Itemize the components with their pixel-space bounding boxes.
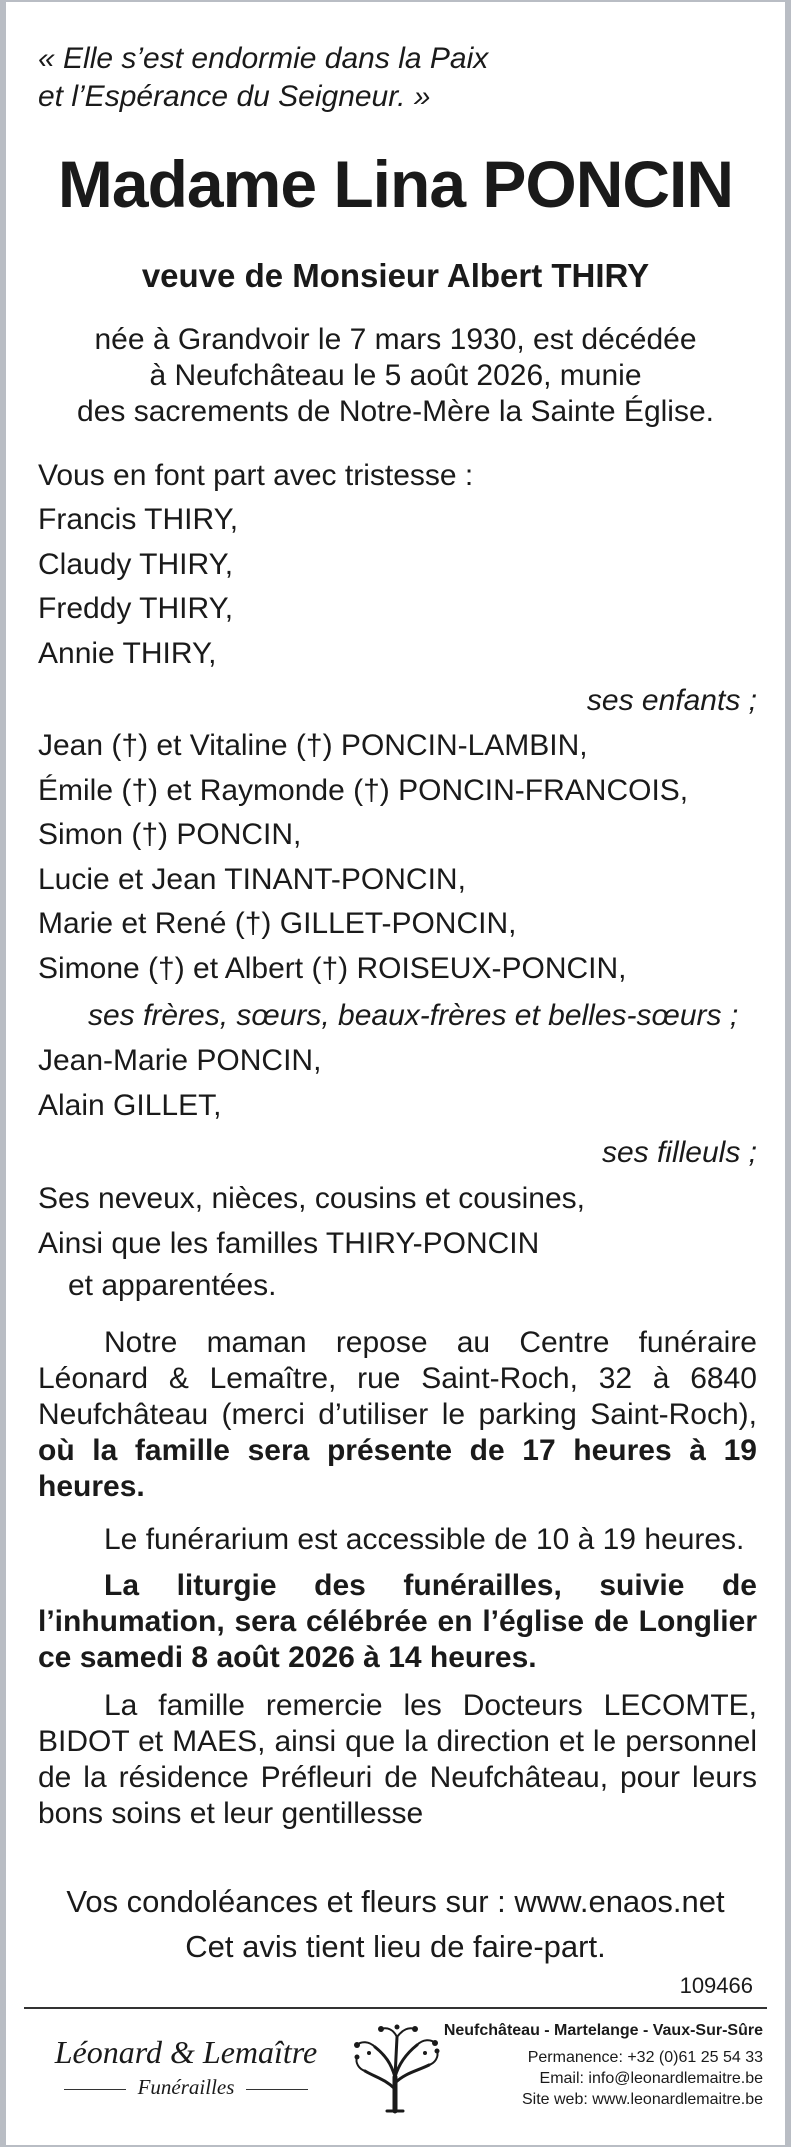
family-member: Annie THIRY, bbox=[38, 637, 217, 670]
divider bbox=[246, 2089, 308, 2090]
family-member: Émile (†) et Raymonde (†) PONCIN-FRANCOIS, bbox=[38, 774, 689, 807]
family-member: Jean-Marie PONCIN, bbox=[38, 1044, 322, 1077]
faire-part-line: Cet avis tient lieu de faire-part. bbox=[185, 1929, 606, 1964]
family-member: Claudy THIRY, bbox=[38, 548, 234, 581]
family-member: Simone (†) et Albert (†) ROISEUX-PONCIN, bbox=[38, 952, 627, 985]
relation-label: ses frères, sœurs, beaux-frères et belles-sœurs ; bbox=[88, 999, 739, 1032]
footer-divider bbox=[24, 2007, 767, 2009]
divider bbox=[64, 2089, 126, 2090]
family-member: Ainsi que les familles THIRY-PONCIN bbox=[38, 1227, 540, 1260]
deceased-name: Madame Lina PONCIN bbox=[57, 147, 734, 221]
towns-line: Neufchâteau - Martelange - Vaux-Sur-Sûre bbox=[443, 2022, 763, 2039]
family-member: Lucie et Jean TINANT-PONCIN, bbox=[38, 863, 466, 896]
rest-notice bbox=[38, 1325, 757, 1505]
family-member: Ses neveux, nièces, cousins et cousines, bbox=[38, 1182, 585, 1215]
brand-sub-label: Funérailles bbox=[137, 2075, 235, 2099]
birth-death-line: des sacrements de Notre-Mère la Sainte Église. bbox=[77, 395, 714, 428]
relation-label: ses filleuls ; bbox=[601, 1136, 757, 1169]
family-intro: Vous en font part avec tristesse : bbox=[38, 459, 474, 492]
birth-death-line: née à Grandvoir le 7 mars 1930, est décédée bbox=[94, 323, 697, 356]
family-member: Alain GILLET, bbox=[38, 1089, 222, 1122]
access-text: Le funérarium est accessible de 10 à 19 heures. bbox=[104, 1523, 745, 1556]
reference-number: 109466 bbox=[679, 1973, 753, 1998]
epigraph-line: et l’Espérance du Seigneur. » bbox=[38, 80, 431, 113]
condolences-line: Vos condoléances et fleurs sur : www.enaos.net bbox=[66, 1884, 725, 1919]
epigraph-line: « Elle s’est endormie dans la Paix bbox=[38, 42, 489, 75]
access-notice bbox=[38, 1522, 757, 1558]
spouse-line: veuve de Monsieur Albert THIRY bbox=[141, 257, 650, 294]
family-member: et apparentées. bbox=[68, 1269, 277, 1302]
liturgy-text: La liturgie des funérailles, suivie de l’inhumation, sera célébrée en l’église de Longlier ce samedi 8 août 2026 à 14 heures. bbox=[38, 1569, 757, 1674]
birth-death-line: à Neufchâteau le 5 août 2026, munie bbox=[149, 359, 642, 392]
thanks-text: La famille remercie les Docteurs LECOMTE, BIDOT et MAES, ainsi que la direction et le personnel de la résidence Préfleuri de Neufchâteau, pour leurs bons soins et leur gentillesse bbox=[38, 1689, 757, 1830]
rest-text: Notre maman repose au Centre funéraire Léonard & Lemaître, rue Saint-Roch, 32 à 6840 Neufchâteau (merci d’utiliser le parking Saint-Roch), bbox=[38, 1326, 757, 1431]
epigraph bbox=[38, 40, 488, 116]
brand-name: Léonard & Lemaître bbox=[54, 2034, 318, 2070]
email-line: Email: info@leonardlemaitre.be bbox=[539, 2070, 763, 2087]
tree-logo-graphic bbox=[351, 2019, 443, 2115]
birth-death-info bbox=[20, 322, 771, 430]
family-member: Francis THIRY, bbox=[38, 503, 239, 536]
funeral-home-brand bbox=[36, 2032, 336, 2102]
family-member: Jean (†) et Vitaline (†) PONCIN-LAMBIN, bbox=[38, 729, 588, 762]
rest-hours: où la famille sera présente de 17 heures à 19 heures. bbox=[38, 1434, 757, 1503]
family-member: Freddy THIRY, bbox=[38, 592, 234, 625]
family-member: Marie et René (†) GILLET-PONCIN, bbox=[38, 907, 517, 940]
contact-block bbox=[444, 2020, 763, 2110]
tree-icon bbox=[351, 2019, 443, 2115]
family-member: Simon (†) PONCIN, bbox=[38, 818, 302, 851]
website-line: Site web: www.leonardlemaitre.be bbox=[521, 2091, 763, 2108]
relation-label: ses enfants ; bbox=[586, 684, 757, 717]
thanks-notice bbox=[38, 1688, 757, 1832]
brand-subtitle bbox=[36, 2072, 336, 2102]
liturgy-notice bbox=[38, 1568, 757, 1676]
phone-line: Permanence: +32 (0)61 25 54 33 bbox=[527, 2049, 763, 2066]
